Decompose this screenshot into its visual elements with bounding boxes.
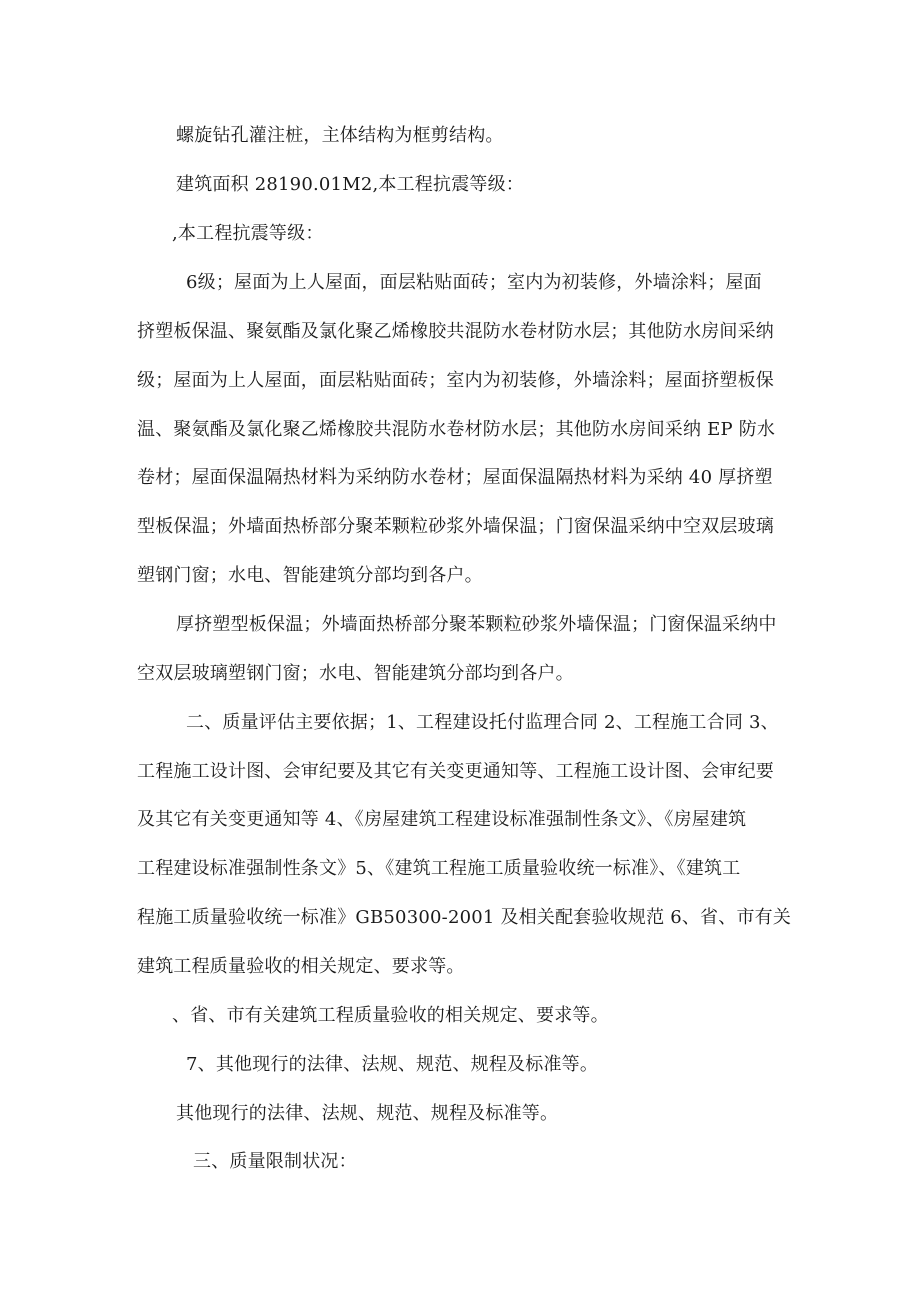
text-line-9: 型板保温；外墙面热桥部分聚苯颗粒砂浆外墙保温；门窗保温采纳中空双层玻璃 [137, 516, 774, 537]
text-line-13: 二、质量评估主要依据；1、工程建设托付监理合同 2、工程施工合同 3、 [186, 712, 779, 733]
text-line-22: 三、质量限制状况： [193, 1151, 357, 1172]
text-line-18: 建筑工程质量验收的相关规定、要求等。 [137, 956, 465, 977]
text-line-10: 塑钢门窗；水电、智能建筑分部均到各户。 [137, 565, 483, 586]
text-line-4: 6级；屋面为上人屋面，面层粘贴面砖；室内为初装修，外墙涂料；屋面 [186, 272, 762, 293]
text-line-7: 温、聚氨酯及氯化聚乙烯橡胶共混防水卷材防水层；其他防水房间采纳 EP 防水 [137, 419, 776, 440]
text-line-3: ,本工程抗震等级： [172, 223, 324, 244]
text-line-14: 工程施工设计图、会审纪要及其它有关变更通知等、工程施工设计图、会审纪要 [137, 761, 774, 782]
text-line-11: 厚挤塑型板保温；外墙面热桥部分聚苯颗粒砂浆外墙保温；门窗保温采纳中 [176, 614, 777, 635]
text-line-8: 卷材；屋面保温隔热材料为采纳防水卷材；屋面保温隔热材料为采纳 40 厚挤塑 [137, 467, 773, 488]
text-line-20: 7、其他现行的法律、法规、规范、规程及标准等。 [186, 1054, 599, 1075]
text-line-1: 螺旋钻孔灌注桩，主体结构为框剪结构。 [176, 125, 504, 146]
text-line-15: 及其它有关变更通知等 4、《房屋建筑工程建设标准强制性条文》、《房屋建筑 [137, 809, 747, 830]
text-line-21: 其他现行的法律、法规、规范、规程及标准等。 [176, 1103, 559, 1124]
text-line-17: 程施工质量验收统一标准》GB50300-2001 及相关配套验收规范 6、省、市有关 [137, 907, 792, 928]
text-line-6: 级；屋面为上人屋面，面层粘贴面砖；室内为初装修，外墙涂料；屋面挤塑板保 [137, 370, 774, 391]
text-line-19: 、省、市有关建筑工程质量验收的相关规定、要求等。 [172, 1005, 609, 1026]
text-line-16: 工程建设标准强制性条文》5、《建筑工程施工质量验收统一标准》、《建筑工 [137, 858, 741, 879]
text-line-12: 空双层玻璃塑钢门窗；水电、智能建筑分部均到各户。 [137, 663, 574, 684]
text-line-5: 挤塑板保温、聚氨酯及氯化聚乙烯橡胶共混防水卷材防水层；其他防水房间采纳 [137, 321, 774, 342]
text-line-2: 建筑面积 28190.01M2,本工程抗震等级： [176, 174, 525, 195]
